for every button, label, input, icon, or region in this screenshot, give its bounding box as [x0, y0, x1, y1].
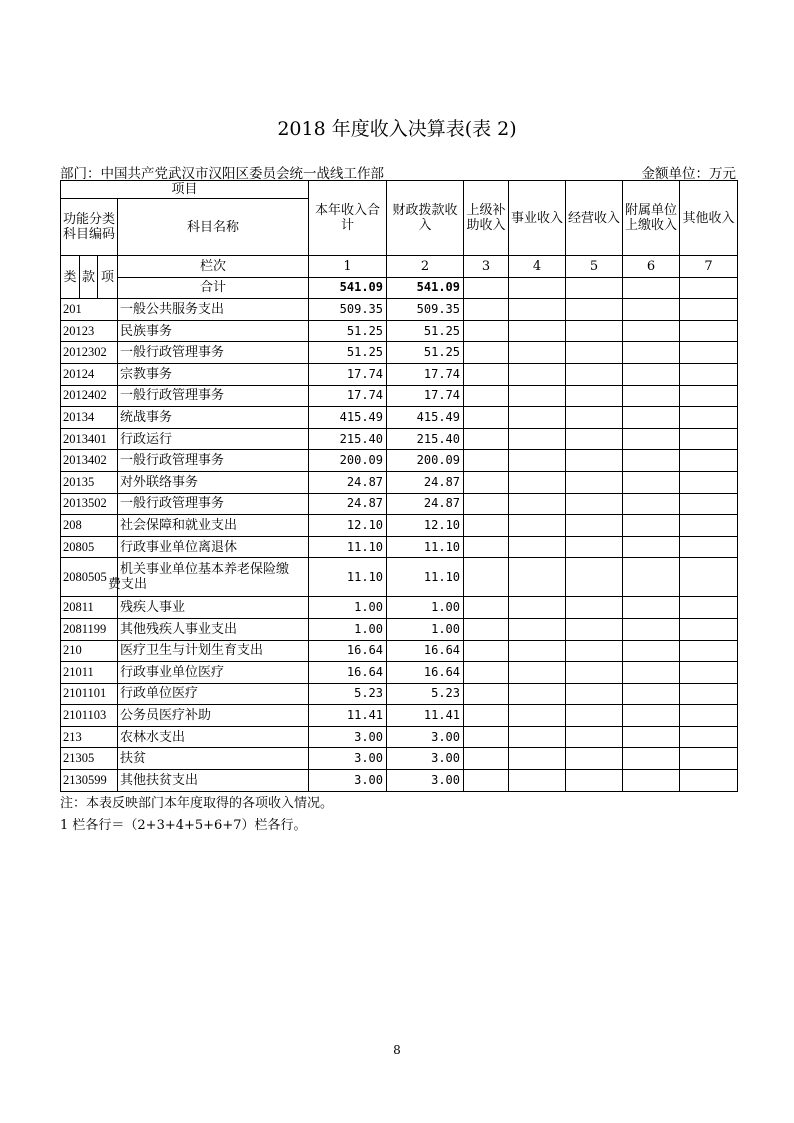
table-row [61, 342, 738, 364]
row-subject-name: 残疾人事业 [118, 597, 309, 619]
row-col2: 12.10 [387, 515, 464, 537]
row-code: 20124 [61, 363, 118, 385]
row-col3 [464, 471, 509, 493]
row-col6 [623, 515, 680, 537]
table-row [61, 450, 738, 472]
row-col7 [680, 597, 738, 619]
row-col3 [464, 748, 509, 770]
table-notes [60, 793, 333, 837]
table-row [61, 471, 738, 493]
row-col6 [623, 662, 680, 684]
row-col5 [566, 342, 623, 364]
total-col1: 541.09 [309, 277, 387, 299]
row-code: 213 [61, 726, 118, 748]
row-col6 [623, 705, 680, 727]
total-col6 [623, 277, 680, 299]
row-col3 [464, 662, 509, 684]
row-col5 [566, 662, 623, 684]
total-col7 [680, 277, 738, 299]
row-col1: 16.64 [309, 640, 387, 662]
note-line-1: 注：本表反映部门本年度取得的各项收入情况。 [60, 796, 334, 811]
row-col1: 51.25 [309, 320, 387, 342]
row-col5 [566, 770, 623, 792]
total-col2: 541.09 [387, 277, 464, 299]
row-col3 [464, 770, 509, 792]
row-code: 2013401 [61, 428, 118, 450]
table-row [61, 662, 738, 684]
item-header: 项目 [61, 181, 309, 199]
row-col5 [566, 726, 623, 748]
row-col7 [680, 363, 738, 385]
row-col7 [680, 428, 738, 450]
row-col2: 51.25 [387, 320, 464, 342]
row-col2: 16.64 [387, 640, 464, 662]
row-col2: 3.00 [387, 770, 464, 792]
row-col3 [464, 705, 509, 727]
kuan-header: 款 [80, 256, 98, 299]
total-row [61, 277, 738, 299]
row-subject-name: 农林水支出 [118, 726, 309, 748]
row-col7 [680, 471, 738, 493]
row-col3 [464, 536, 509, 558]
row-col7 [680, 320, 738, 342]
row-col6 [623, 558, 680, 597]
row-code: 201 [61, 299, 118, 321]
row-col1: 509.35 [309, 299, 387, 321]
row-col6 [623, 493, 680, 515]
row-col6 [623, 683, 680, 705]
col7-header: 其他收入 [680, 181, 738, 256]
row-col3 [464, 450, 509, 472]
row-code: 20811 [61, 597, 118, 619]
row-col5 [566, 683, 623, 705]
row-col1: 51.25 [309, 342, 387, 364]
row-subject-name: 一般行政管理事务 [118, 493, 309, 515]
row-col7 [680, 683, 738, 705]
row-col5 [566, 450, 623, 472]
row-col3 [464, 299, 509, 321]
col-num-4: 4 [509, 256, 566, 278]
row-col7 [680, 640, 738, 662]
col2-header-line2: 入 [418, 218, 432, 233]
row-col7 [680, 558, 738, 597]
row-col7 [680, 385, 738, 407]
row-subject-name: 公务员医疗补助 [118, 705, 309, 727]
row-col1: 24.87 [309, 493, 387, 515]
row-col2: 1.00 [387, 597, 464, 619]
row-col7 [680, 726, 738, 748]
row-subject-name: 医疗卫生与计划生育支出 [118, 640, 309, 662]
row-col1: 3.00 [309, 726, 387, 748]
row-col7 [680, 618, 738, 640]
row-col1: 11.10 [309, 558, 387, 597]
row-col5 [566, 493, 623, 515]
row-col4 [509, 705, 566, 727]
col-num-5: 5 [566, 256, 623, 278]
row-col2: 24.87 [387, 493, 464, 515]
row-code: 2101103 [61, 705, 118, 727]
row-col5 [566, 618, 623, 640]
row-subject-name: 对外联络事务 [118, 471, 309, 493]
row-col7 [680, 450, 738, 472]
col1-header-line1: 本年收入合 [315, 203, 381, 218]
row-code: 20135 [61, 471, 118, 493]
row-code: 208 [61, 515, 118, 537]
row-col2: 17.74 [387, 363, 464, 385]
page-title: 2018 年度收入决算表(表 2) [277, 118, 517, 140]
table-row [61, 320, 738, 342]
row-col4 [509, 320, 566, 342]
table-meta [60, 162, 736, 180]
row-col5 [566, 363, 623, 385]
header-row-1 [61, 181, 738, 199]
note-line-2: 1 栏各行＝（2+3+4+5+6+7）栏各行。 [60, 818, 307, 833]
row-col6 [623, 471, 680, 493]
row-col4 [509, 558, 566, 597]
row-col5 [566, 597, 623, 619]
row-subject-name: 行政单位医疗 [118, 683, 309, 705]
table-row [61, 640, 738, 662]
row-col5 [566, 320, 623, 342]
row-col2: 5.23 [387, 683, 464, 705]
row-col4 [509, 363, 566, 385]
department-label: 部门：中国共产党武汉市汉阳区委员会统一战线工作部 [60, 166, 384, 182]
col4-header: 事业收入 [509, 181, 566, 256]
row-col2: 51.25 [387, 342, 464, 364]
row-col1: 17.74 [309, 363, 387, 385]
row-subject-name: 扶贫 [118, 748, 309, 770]
col-num-6: 6 [623, 256, 680, 278]
row-col2: 11.10 [387, 558, 464, 597]
row-col3 [464, 726, 509, 748]
table-row [61, 363, 738, 385]
row-col3 [464, 428, 509, 450]
row-col1: 24.87 [309, 471, 387, 493]
row-col5 [566, 471, 623, 493]
col6-header-line2: 上缴收入 [625, 218, 678, 233]
table-row [61, 558, 738, 597]
income-final-accounts-table [60, 180, 738, 792]
row-code: 21011 [61, 662, 118, 684]
row-code: 2080505 [61, 558, 118, 597]
row-col6 [623, 770, 680, 792]
table-row [61, 726, 738, 748]
total-label: 合计 [118, 277, 309, 299]
row-col4 [509, 770, 566, 792]
row-col4 [509, 493, 566, 515]
total-col4 [509, 277, 566, 299]
lanci-label: 栏次 [118, 256, 309, 278]
row-col6 [623, 450, 680, 472]
total-col5 [566, 277, 623, 299]
row-col6 [623, 320, 680, 342]
row-code: 2012302 [61, 342, 118, 364]
row-code: 20805 [61, 536, 118, 558]
subject-name-header: 科目名称 [118, 199, 309, 256]
row-col2: 17.74 [387, 385, 464, 407]
row-col4 [509, 683, 566, 705]
row-col5 [566, 640, 623, 662]
row-col1: 12.10 [309, 515, 387, 537]
row-code: 2101101 [61, 683, 118, 705]
row-col1: 1.00 [309, 618, 387, 640]
row-col5 [566, 385, 623, 407]
row-subject-name: 其他扶贫支出 [118, 770, 309, 792]
col-num-3: 3 [464, 256, 509, 278]
row-col7 [680, 515, 738, 537]
row-col3 [464, 385, 509, 407]
col2-header-line1: 财政拨款收 [392, 203, 458, 218]
page-number: 8 [393, 1043, 401, 1057]
row-subject-name: 行政运行 [118, 428, 309, 450]
row-col4 [509, 640, 566, 662]
table-row [61, 618, 738, 640]
row-code: 2081199 [61, 618, 118, 640]
col3-header-line1: 上级补 [466, 203, 506, 218]
row-col7 [680, 407, 738, 429]
row-col1: 200.09 [309, 450, 387, 472]
table-row [61, 385, 738, 407]
col-num-7: 7 [680, 256, 738, 278]
row-col4 [509, 299, 566, 321]
table-row [61, 770, 738, 792]
row-col5 [566, 705, 623, 727]
row-col4 [509, 662, 566, 684]
row-col2: 24.87 [387, 471, 464, 493]
col-num-1: 1 [309, 256, 387, 278]
row-col1: 3.00 [309, 770, 387, 792]
row-col6 [623, 385, 680, 407]
column-number-row [61, 256, 738, 278]
table-row [61, 748, 738, 770]
row-col5 [566, 558, 623, 597]
row-col3 [464, 493, 509, 515]
row-col4 [509, 385, 566, 407]
row-col2: 200.09 [387, 450, 464, 472]
table-row [61, 428, 738, 450]
row-col1: 1.00 [309, 597, 387, 619]
row-col5 [566, 428, 623, 450]
row-col5 [566, 407, 623, 429]
xiang-header: 项 [98, 256, 118, 299]
row-subject-name-line2: 费支出 [108, 577, 148, 593]
row-col6 [623, 363, 680, 385]
row-col3 [464, 558, 509, 597]
row-col6 [623, 536, 680, 558]
func-code-header [61, 199, 118, 256]
row-col2: 415.49 [387, 407, 464, 429]
table-row [61, 493, 738, 515]
row-subject-name-line1: 机关事业单位基本养老保险缴 [120, 562, 290, 578]
row-col4 [509, 536, 566, 558]
row-col4 [509, 515, 566, 537]
row-col1: 215.40 [309, 428, 387, 450]
table-row [61, 407, 738, 429]
row-subject-name: 统战事务 [118, 407, 309, 429]
row-col6 [623, 618, 680, 640]
col6-header [623, 181, 680, 256]
row-col5 [566, 515, 623, 537]
row-col6 [623, 428, 680, 450]
row-col3 [464, 597, 509, 619]
row-col6 [623, 597, 680, 619]
row-col6 [623, 748, 680, 770]
amount-unit-label: 金额单位：万元 [641, 166, 736, 182]
col1-header [309, 181, 387, 256]
row-col6 [623, 726, 680, 748]
row-col4 [509, 342, 566, 364]
row-subject-name: 社会保障和就业支出 [118, 515, 309, 537]
table-row [61, 536, 738, 558]
row-col3 [464, 618, 509, 640]
col2-header [387, 181, 464, 256]
row-code: 20123 [61, 320, 118, 342]
row-col1: 16.64 [309, 662, 387, 684]
row-code: 2130599 [61, 770, 118, 792]
row-col2: 11.10 [387, 536, 464, 558]
row-col4 [509, 726, 566, 748]
func-code-header-line1: 功能分类 [62, 212, 115, 227]
row-col7 [680, 493, 738, 515]
row-subject-name: 一般公共服务支出 [118, 299, 309, 321]
row-code: 21305 [61, 748, 118, 770]
row-col5 [566, 748, 623, 770]
table-row [61, 705, 738, 727]
row-col7 [680, 342, 738, 364]
row-col1: 11.41 [309, 705, 387, 727]
row-col2: 3.00 [387, 726, 464, 748]
row-col7 [680, 748, 738, 770]
col3-header [464, 181, 509, 256]
row-subject-name: 一般行政管理事务 [118, 385, 309, 407]
row-col6 [623, 299, 680, 321]
lei-header: 类 [61, 256, 80, 299]
func-code-header-line2: 科目编码 [62, 227, 115, 242]
row-subject-name: 一般行政管理事务 [118, 342, 309, 364]
row-col3 [464, 407, 509, 429]
row-col3 [464, 320, 509, 342]
row-col6 [623, 407, 680, 429]
row-col3 [464, 640, 509, 662]
table-row [61, 597, 738, 619]
row-col4 [509, 748, 566, 770]
row-code: 2013402 [61, 450, 118, 472]
row-col2: 1.00 [387, 618, 464, 640]
row-col1: 415.49 [309, 407, 387, 429]
col5-header: 经营收入 [566, 181, 623, 256]
row-subject-name: 一般行政管理事务 [118, 450, 309, 472]
row-col4 [509, 597, 566, 619]
row-col5 [566, 536, 623, 558]
row-col1: 5.23 [309, 683, 387, 705]
table-row [61, 683, 738, 705]
row-col4 [509, 428, 566, 450]
col3-header-line2: 助收入 [466, 218, 506, 233]
row-col2: 16.64 [387, 662, 464, 684]
row-col7 [680, 299, 738, 321]
row-col2: 215.40 [387, 428, 464, 450]
row-code: 2013502 [61, 493, 118, 515]
row-col7 [680, 536, 738, 558]
row-col4 [509, 450, 566, 472]
col-num-2: 2 [387, 256, 464, 278]
row-col4 [509, 471, 566, 493]
col1-header-line2: 计 [341, 218, 355, 233]
row-subject-name: 其他残疾人事业支出 [118, 618, 309, 640]
row-col7 [680, 705, 738, 727]
row-subject-name [108, 558, 309, 597]
total-col3 [464, 277, 509, 299]
table-row [61, 299, 738, 321]
row-col3 [464, 515, 509, 537]
row-col4 [509, 407, 566, 429]
row-col1: 17.74 [309, 385, 387, 407]
row-col6 [623, 342, 680, 364]
col6-header-line1: 附属单位 [625, 203, 678, 218]
row-col7 [680, 770, 738, 792]
row-code: 210 [61, 640, 118, 662]
row-subject-name: 行政事业单位医疗 [118, 662, 309, 684]
row-col2: 509.35 [387, 299, 464, 321]
row-col3 [464, 342, 509, 364]
row-col2: 11.41 [387, 705, 464, 727]
row-subject-name: 行政事业单位离退休 [118, 536, 309, 558]
row-col3 [464, 683, 509, 705]
row-col6 [623, 640, 680, 662]
row-subject-name: 民族事务 [118, 320, 309, 342]
row-col1: 3.00 [309, 748, 387, 770]
row-col2: 3.00 [387, 748, 464, 770]
row-col1: 11.10 [309, 536, 387, 558]
row-col7 [680, 662, 738, 684]
table-row [61, 515, 738, 537]
row-col4 [509, 618, 566, 640]
row-code: 20134 [61, 407, 118, 429]
row-subject-name: 宗教事务 [118, 363, 309, 385]
row-col3 [464, 363, 509, 385]
row-col5 [566, 299, 623, 321]
row-code: 2012402 [61, 385, 118, 407]
